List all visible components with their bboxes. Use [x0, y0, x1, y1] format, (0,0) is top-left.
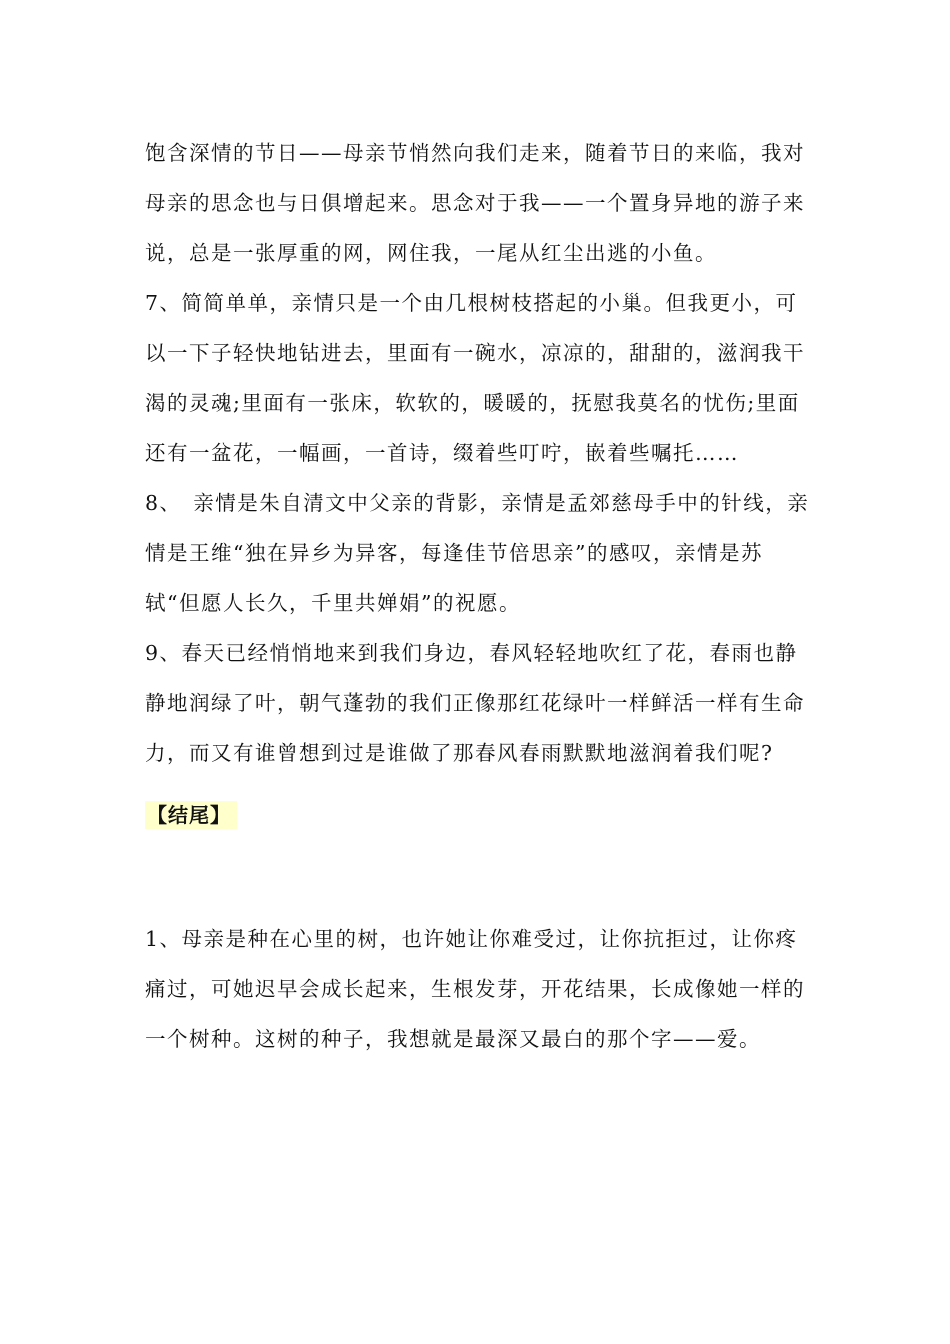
- paragraph-ending-1: 1、母亲是种在心里的树，也许她让你难受过，让你抗拒过，让你疼痛过，可她迟早会成长起来，生根发芽，开花结果，长成像她一样的一个树种。这树的种子，我想就是最深又最白的那个字——爱。: [145, 927, 805, 1051]
- paragraph-intro: 饱含深情的节日——母亲节悄然向我们走来，随着节日的来临，我对母亲的思念也与日俱增起来。思念对于我——一个置身异地的游子来说，总是一张厚重的网，网住我，一尾从红尘出逃的小鱼。: [145, 141, 805, 265]
- section-heading-ending: 【结尾】: [145, 801, 237, 829]
- paragraph-item-7: 7、简简单单，亲情只是一个由几根树枝搭起的小巢。但我更小，可以一下子轻快地钻进去，里面有一碗水，凉凉的，甜甜的，滋润我干渴的灵魂;里面有一张床，软软的，暖暖的，抚慰我莫名的忧伤;里面还有一盆花，一幅画，一首诗，缀着些叮咛，嵌着些嘱托……: [145, 291, 805, 465]
- section-heading-row: [145, 790, 810, 840]
- paragraph-item-9: 9、春天已经悄悄地来到我们身边，春风轻轻地吹红了花，春雨也静静地润绿了叶，朝气蓬勃的我们正像那红花绿叶一样鲜活一样有生命力，而又有谁曾想到过是谁做了那春风春雨默默地滋润着我们呢?: [145, 641, 805, 765]
- paragraph-item-8: 8、 亲情是朱自清文中父亲的背影，亲情是孟郊慈母手中的针线，亲情是王维“独在异乡为异客，每逢佳节倍思亲”的感叹，亲情是苏轼“但愿人长久，千里共婵娟”的祝愿。: [145, 491, 810, 615]
- section-spacer: [145, 840, 810, 914]
- document-body: [145, 128, 810, 1064]
